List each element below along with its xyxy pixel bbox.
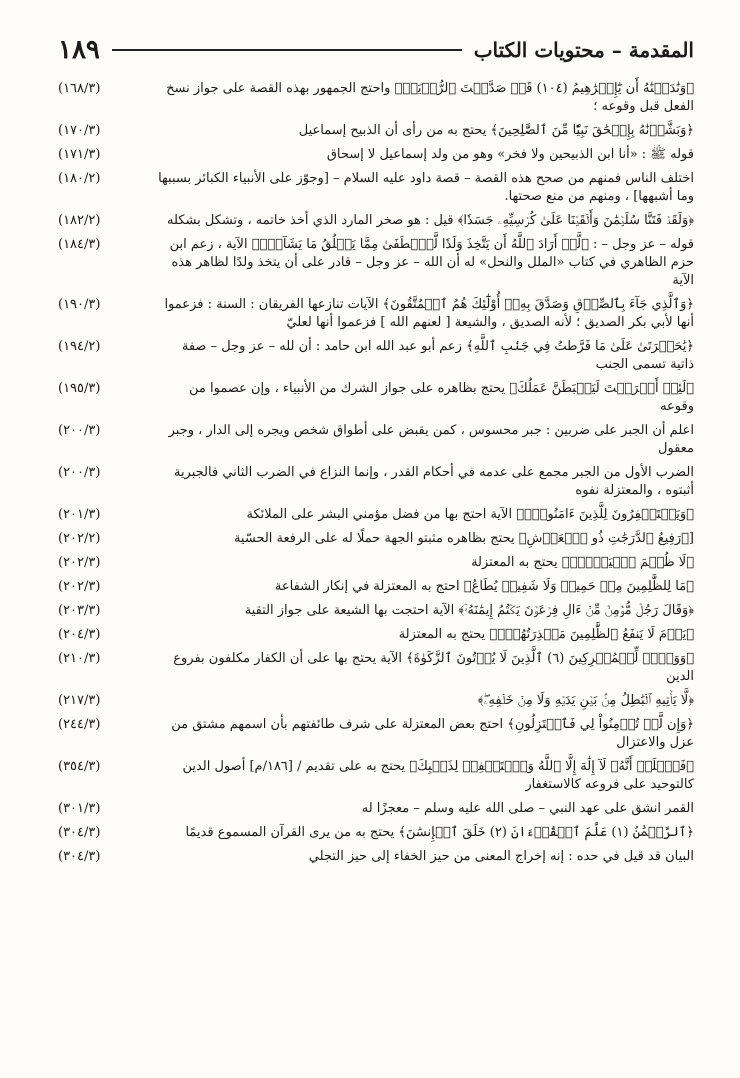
entry-reference: (٢٠٠/٣)	[58, 423, 101, 438]
running-title: المقدمة – محتويات الكتاب	[473, 38, 694, 62]
entry-reference: (٢٠٣/٣)	[58, 603, 101, 618]
index-entry	[58, 170, 694, 206]
index-entry	[58, 146, 694, 164]
entry-text: ﴿فَٱعۡلَمۡ أَنَّهُۥ لَآ إِلَٰهَ إِلَّا ٱللَّهُ وَٱسۡتَغۡفِرۡ لِذَنۢبِكَ﴾ يحتج به على تقديم / [١٨٦/م] أصول الدين كالتوحيد على فروعه كالاستغفار	[182, 759, 694, 792]
index-entry	[58, 602, 694, 620]
entry-reference: (٢٠٢/٣)	[58, 579, 101, 594]
entry-reference: (١٧٠/٣)	[58, 123, 101, 138]
entry-reference: (٢٠٢/٢)	[58, 531, 101, 546]
entry-reference: (١٨٠/٢)	[58, 171, 101, 186]
index-entry	[58, 122, 694, 140]
entry-text: الضرب الأول من الجبر مجمع على عدمه في أحكام القدر ، وإنما النزاع في الضرب الثاني فالجبرية أثبتوه ، والمعتزلة نفوه	[173, 465, 694, 498]
entry-text: اختلف الناس فمنهم من صحح هذه القصة – قصة داود عليه السلام – [وجوّز على الأنبياء الكبائر بسببها وما أشبهها] ، ومنهم من منع صحتها.	[158, 171, 694, 204]
index-entry	[58, 650, 694, 686]
entry-text: ﴿ٱلرَّحۡمَٰنُ (١) عَلَّمَ ٱلۡقُرۡءَانَ (٢) خَلَقَ ٱلۡإِنسَٰنَ﴾ يحتج به من يرى القرآن المسموع قديمًا	[185, 825, 694, 840]
entry-reference: (٢٠١/٣)	[58, 507, 101, 522]
entry-reference: (١٦٨/٣)	[58, 81, 101, 96]
index-entry	[58, 692, 694, 710]
entry-text: [﴿رَفِيعُ ٱلدَّرَجَٰتِ ذُو ٱلۡعَرۡشِ﴾ يحتج بظاهره مثبتو الجهة حملًا له على الرفعة الحسّية	[233, 531, 694, 546]
entry-reference: (٢٠٠/٣)	[58, 465, 101, 480]
index-entry	[58, 422, 694, 458]
entry-text: ﴿لَّا يَأۡتِيهِ ٱلۡبَٰطِلُ مِنۢ بَيۡنِ يَدَيۡهِ وَلَا مِنۡ خَلۡفِهِۦۖ﴾	[477, 693, 694, 708]
entry-text: قوله ﷺ : «أنا ابن الذبيحين ولا فخر» وهو من ولد إسماعيل لا إسحاق	[326, 147, 694, 162]
entry-text: ﴿وَبَشَّرۡنَٰهُ بِإِسۡحَٰقَ نَبِيّٗا مِّنَ ٱلصَّٰلِحِينَ﴾ يحتج به من رأى أن الذبيح إسماعيل	[298, 123, 694, 138]
entry-text: اعلم أن الجبر على ضربين : جبر محسوس ، كمن يقبض على أطواق شخص ويجره إلى الدار ، وجبر معقول	[168, 423, 694, 456]
index-entry	[58, 716, 694, 752]
index-entry	[58, 236, 694, 290]
index-entry	[58, 758, 694, 794]
entry-reference: (٢٠٤/٣)	[58, 627, 101, 642]
index-entry	[58, 212, 694, 230]
entry-text: ﴿وَقَالَ رَجُلٞ مُّؤۡمِنٞ مِّنۡ ءَالِ فِرۡعَوۡنَ يَكۡتُمُ إِيمَٰنَهُۥٓ﴾ الآية احتجت بها الشيعة على جواز التقية	[244, 603, 694, 618]
entry-reference: (١٨٢/٢)	[58, 213, 101, 228]
entry-text: ﴿مَا لِلظَّٰلِمِينَ مِنۡ حَمِيمٖ وَلَا شَفِيعٖ يُطَاعُ﴾ احتج به المعتزلة في إنكار الشفاعة	[274, 579, 694, 594]
index-entry	[58, 296, 694, 332]
entry-text: قوله – عز وجل – : ﴿لَّوۡ أَرَادَ ٱللَّهُ أَن يَتَّخِذَ وَلَدٗا لَّٱصۡطَفَىٰ مِمَّا يَخۡلُقُ مَا يَشَآءُۚ﴾ الآية ، زعم ابن حزم الظاهري في كتاب «الملل والنحل» له أن الله – عز وجل – قادر على أن يتخذ ولدًا لظاهر هذه الآية	[169, 237, 694, 288]
entry-text: القمر انشق على عهد النبي – صلى الله عليه وسلم – معجزًا له	[361, 801, 694, 816]
entry-reference: (٣٠٤/٣)	[58, 825, 101, 840]
entry-reference: (٢٠٢/٣)	[58, 555, 101, 570]
index-entry	[58, 824, 694, 842]
entry-reference: (٢١٠/٣)	[58, 651, 101, 666]
page-number: ١٨٩	[58, 35, 100, 65]
entry-reference: (٣٠٤/٣)	[58, 849, 101, 864]
entry-text: ﴿وَٱلَّذِي جَآءَ بِٱلصِّدۡقِ وَصَدَّقَ بِهِۦٓ أُوْلَٰٓئِكَ هُمُ ٱلۡمُتَّقُونَ﴾ الآيات تنازعها الفريقان : السنة : فزعموا أنها لأبي بكر الصديق ؛ لأنه الصديق ، والشيعة [ لعنهم الله ] فزعموا أنها لعليّ	[164, 297, 694, 330]
entry-reference: (١٨٤/٣)	[58, 237, 101, 252]
entry-text: ﴿وَإِن لَّمۡ تُؤۡمِنُواْ لِي فَٱعۡتَزِلُونِ﴾ احتج بعض المعتزلة على شرف طائفتهم بأن اسمهم مشتق من عزل والاعتزال	[171, 717, 694, 750]
entry-text: ﴿لَا ظُلۡمَ ٱلۡيَوۡمَۚ﴾ يحتج به المعتزلة	[471, 555, 694, 570]
entry-reference: (٣٠١/٣)	[58, 801, 101, 816]
entry-text: ﴿يَوۡمَ لَا يَنفَعُ ٱلظَّٰلِمِينَ مَعۡذِرَتُهُمۡۖ﴾ يحتج به المعتزلة	[398, 627, 694, 642]
entry-reference: (١٧١/٣)	[58, 147, 101, 162]
header-rule	[112, 49, 462, 51]
index-entry	[58, 848, 694, 866]
entry-reference: (٣٥٤/٣)	[58, 759, 101, 774]
index-entry	[58, 506, 694, 524]
entry-text: ﴿وَيَسۡتَغۡفِرُونَ لِلَّذِينَ ءَامَنُواْۖ﴾ الآية احتج بها من فضل مؤمني البشر على الملائكة	[246, 507, 694, 522]
entry-text: ﴿يَٰحَسۡرَتَىٰ عَلَىٰ مَا فَرَّطتُ فِي جَنۢبِ ٱللَّهِ﴾ زعم أبو عبد الله ابن حامد : أن لله – عز وجل – صفة ذاتية تسمى الجنب	[181, 339, 694, 372]
entry-reference: (١٩٥/٣)	[58, 381, 101, 396]
entry-text: ﴿وَلَقَدۡ فَتَنَّا سُلَيۡمَٰنَ وَأَلۡقَيۡنَا عَلَىٰ كُرۡسِيِّهِۦ جَسَدٗا﴾ قيل : هو صخر المارد الذي أخذ خاتمه ، وتشكل بشكله	[167, 213, 694, 228]
entry-text: ﴿وَنَٰدَيۡنَٰهُ أَن يَٰٓإِبۡرَٰهِيمُ (١٠٤) قَدۡ صَدَّقۡتَ ٱلرُّءۡيَآۚ﴾ واحتج الجمهور بهذه القصة على جواز نسخ الفعل قبل وقوعه ؛	[166, 81, 694, 114]
entry-reference: (٢١٧/٣)	[58, 693, 101, 708]
index-entry	[58, 626, 694, 644]
index-entry	[58, 554, 694, 572]
index-entry	[58, 800, 694, 818]
entry-reference: (٢٤٤/٣)	[58, 717, 101, 732]
index-entry	[58, 80, 694, 116]
index-entry	[58, 338, 694, 374]
index-entry	[58, 530, 694, 548]
entry-text: ﴿وَوَيۡلٞ لِّلۡمُشۡرِكِينَ (٦) ٱلَّذِينَ لَا يُؤۡتُونَ ٱلزَّكَوٰةَ﴾ الآية يحتج بها على أن الكفار مكلفون بفروع الدين	[173, 651, 694, 684]
entry-text: ﴿لَئِنۡ أَشۡرَكۡتَ لَيَحۡبَطَنَّ عَمَلُكَ﴾ يحتج بظاهره على جواز الشرك من الأنبياء ، وإن عصموا من وقوعه	[189, 381, 694, 414]
page-header	[58, 26, 694, 74]
entry-text: البيان قد قيل في حده : إنه إخراج المعنى من حيز الخفاء إلى حيز التجلي	[308, 849, 694, 864]
index-entry	[58, 380, 694, 416]
index-entry	[58, 578, 694, 596]
entry-reference: (١٩٤/٢)	[58, 339, 101, 354]
index-entry-list	[58, 80, 694, 866]
index-entry	[58, 464, 694, 500]
entry-reference: (١٩٠/٣)	[58, 297, 101, 312]
